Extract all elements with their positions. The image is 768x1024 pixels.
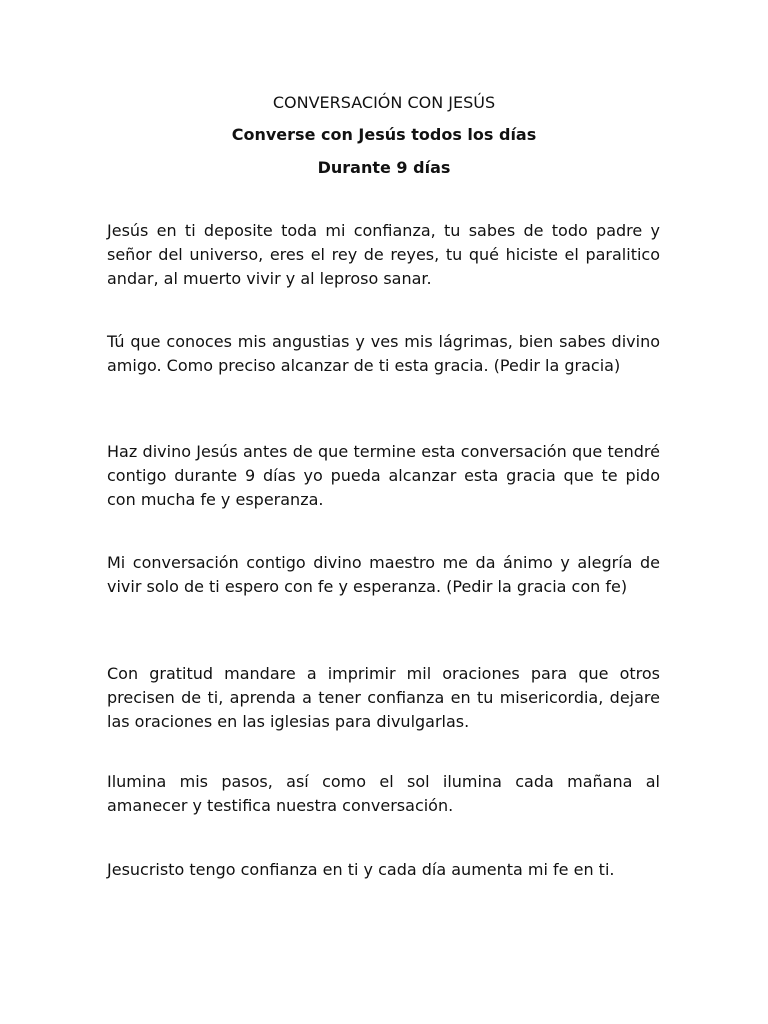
document-subtitle: Converse con Jesús todos los días [231, 125, 537, 144]
paragraph-3: Haz divino Jesús antes de que termine esta conversación que tendré contigo durante 9 días yo pueda alcanzar esta gracia que te pido con mucha fe y esperanza. [107, 442, 660, 509]
paragraph-7: Jesucristo tengo confianza en ti y cada día aumenta mi fe en ti. [107, 860, 615, 879]
paragraph-2: Tú que conoces mis angustias y ves mis lágrimas, bien sabes divino amigo. Como preciso alcanzar de ti esta gracia. (Pedir la gracia) [107, 332, 660, 375]
paragraph-5: Con gratitud mandare a imprimir mil oraciones para que otros precisen de ti, aprenda a tener confianza en tu misericordia, dejare las oraciones en las iglesias para divulgarlas. [107, 664, 660, 731]
paragraph-6: Ilumina mis pasos, así como el sol ilumina cada mañana al amanecer y testifica nuestra conversación. [107, 772, 660, 815]
document-title: CONVERSACIÓN CON JESÚS [272, 93, 496, 112]
document-subtitle-duration: Durante 9 días [317, 158, 451, 177]
paragraph-1: Jesús en ti deposite toda mi confianza, tu sabes de todo padre y señor del universo, eres el rey de reyes, tu qué hiciste el paralitico andar, al muerto vivir y al leproso sanar. [107, 221, 660, 288]
paragraph-4: Mi conversación contigo divino maestro me da ánimo y alegría de vivir solo de ti espero con fe y esperanza. (Pedir la gracia con fe) [107, 553, 660, 596]
